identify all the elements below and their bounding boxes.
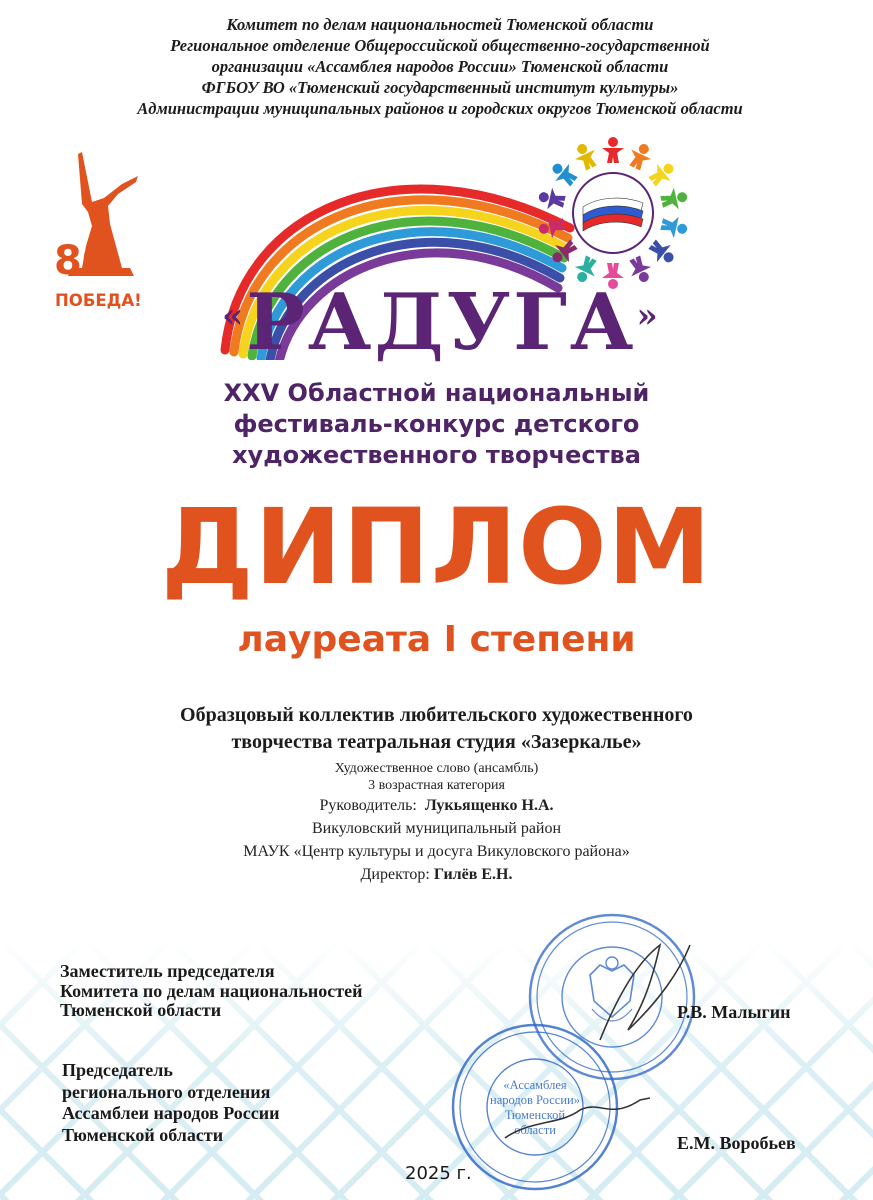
signatory1-name: Р.В. Малыгин xyxy=(677,1002,791,1022)
stamp-text-line: области xyxy=(514,1123,556,1137)
signatory-title-line: Ассамблеи народов России xyxy=(62,1103,280,1123)
festival-title-line: XXV Областной национальный xyxy=(223,379,650,407)
recipient-name xyxy=(60,702,813,756)
stamp-text-line: Тюменской xyxy=(504,1108,566,1122)
signatory-title-line: регионального отделения xyxy=(62,1081,271,1102)
festival-title-line: художественного творчества xyxy=(232,441,641,469)
director-line: Директор: Гилёв Е.Н. xyxy=(360,866,513,883)
age-category: 3 возрастная категория xyxy=(368,778,505,793)
institution: МАУК «Центр культуры и досуга Викуловского района» xyxy=(243,843,630,860)
festival-name: «РАДУГА» xyxy=(222,277,661,368)
child-figure xyxy=(645,157,679,190)
organizer-line: организации «Ассамблея народов России» Тюменской области xyxy=(211,57,669,76)
festival-title xyxy=(100,378,773,471)
organizer-line: Администрации муниципальных районов и городских округов Тюменской области xyxy=(137,99,743,118)
festival-title-line: фестиваль-конкурс детского xyxy=(233,410,640,438)
diploma-degree: лауреата I степени xyxy=(237,619,636,660)
child-figure xyxy=(659,213,689,240)
year: 2025 г. xyxy=(405,1163,472,1184)
diploma-title: ДИПЛОМ xyxy=(161,486,712,608)
recipient-line: Образцовый коллектив любительского художественного xyxy=(180,704,693,726)
child-figure xyxy=(659,185,689,212)
signatory2-name: Е.М. Воробьев xyxy=(677,1133,796,1153)
organizers-header xyxy=(40,14,840,119)
victory-number: 80 xyxy=(54,238,110,284)
signatory-title-line: Председатель xyxy=(62,1060,173,1080)
victory-word: ПОБЕДА! xyxy=(55,291,142,310)
leader-line: Руководитель: Лукьященко Н.А. xyxy=(319,797,554,814)
assembly-stamp xyxy=(448,1020,623,1195)
stamp-text-line: народов России» xyxy=(490,1093,580,1107)
nomination: Художественное слово (ансамбль) xyxy=(334,761,539,776)
signatory-title-line: Заместитель председателя xyxy=(60,961,275,981)
child-figure xyxy=(625,140,656,173)
signatory-title-line: Тюменской области xyxy=(60,1000,222,1020)
recipient-details xyxy=(60,760,813,886)
signatory2-title xyxy=(62,1060,280,1146)
stamp-text-line: «Ассамблея xyxy=(503,1078,567,1092)
child-figure xyxy=(536,213,566,240)
organizer-line: Комитет по делам национальностей Тюменской области xyxy=(226,15,654,34)
signatory-title-line: Комитета по делам национальностей xyxy=(60,980,363,1001)
child-figure xyxy=(570,140,601,173)
child-figure xyxy=(602,137,624,163)
signatory1-title xyxy=(60,962,362,1021)
recipient-line: творчества театральная студия «Зазеркалье» xyxy=(231,731,642,753)
signatory-title-line: Тюменской области xyxy=(62,1124,224,1145)
organizer-line: Региональное отделение Общероссийской общественно-государственной xyxy=(170,36,710,55)
child-figure xyxy=(547,157,581,190)
child-figure xyxy=(645,236,679,269)
organizer-line: ФГБОУ ВО «Тюменский государственный институт культуры» xyxy=(201,78,679,97)
child-figure xyxy=(536,185,566,212)
district: Викуловский муниципальный район xyxy=(311,820,562,837)
child-figure xyxy=(547,236,581,269)
victory-80-logo xyxy=(52,142,142,312)
